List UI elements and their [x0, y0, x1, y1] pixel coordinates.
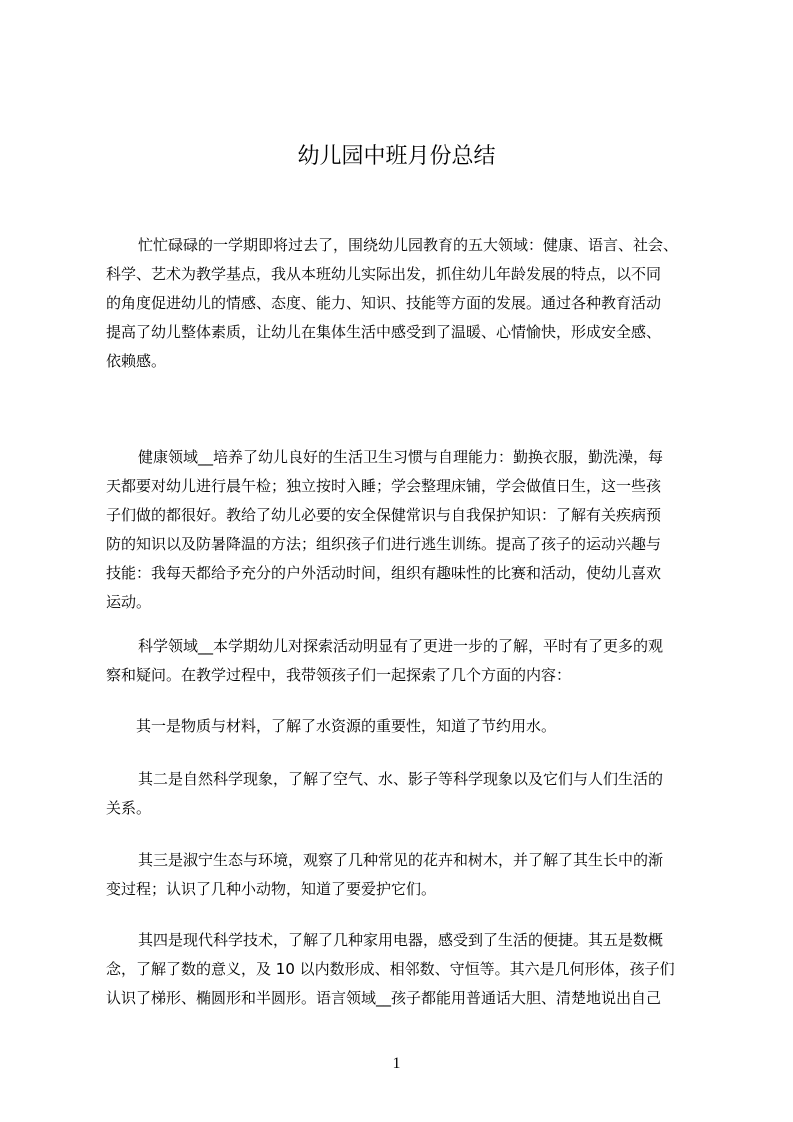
text-line: 察和疑问。在教学过程中，我带领孩子们一起探索了几个方面的内容： [106, 666, 572, 684]
text-line: 忙忙碌碌的一学期即将过去了，围绕幼儿园教育的五大领域：健康、语言、社会、 [138, 236, 679, 254]
text-line: 变过程；认识了几种小动物，知道了要爱护它们。 [106, 880, 437, 898]
text-line: 依赖感。 [106, 352, 167, 370]
text-line: 的角度促进幼儿的情感、态度、能力、知识、技能等方面的发展。通过各种教育活动 [106, 294, 662, 312]
text-line: 念，了解了数的意义，及 10 以内数形成、相邻数、守恒等。其六是几何形体，孩子们 [106, 960, 675, 978]
text-line: 健康领域__培养了幼儿良好的生活卫生习惯与自理能力：勤换衣服，勤洗澡，每 [138, 448, 664, 466]
text-line: 其四是现代科学技术，了解了几种家用电器，感受到了生活的便捷。其五是数概 [138, 931, 664, 949]
text-line: 天都要对幼儿进行晨午检；独立按时入睡；学会整理床铺，学会做值日生，这一些孩 [106, 477, 662, 495]
text-line: 其一是物质与材料，了解了水资源的重要性，知道了节约用水。 [136, 717, 557, 735]
text-line: 防的知识以及防暑降温的方法；组织孩子们进行逃生训练。提高了孩子的运动兴趣与 [106, 535, 662, 553]
text-line: 关系。 [106, 799, 152, 817]
text-line: 其三是淑宁生态与环境，观察了几种常见的花卉和树木，并了解了其生长中的渐 [138, 851, 664, 869]
text-line: 运动。 [106, 593, 152, 611]
text-line: 科学、艺术为教学基点，我从本班幼儿实际出发，抓住幼儿年龄发展的特点，以不同 [106, 265, 662, 283]
page-number: 1 [392, 1055, 401, 1072]
document-title: 幼儿园中班月份总结 [297, 144, 496, 169]
text-line: 技能：我每天都给予充分的户外活动时间，组织有趣味性的比赛和活动，使幼儿喜欢 [106, 564, 662, 582]
text-line: 其二是自然科学现象，了解了空气、水、影子等科学现象以及它们与人们生活的 [138, 770, 664, 788]
text-line: 子们做的都很好。教给了幼儿必要的安全保健常识与自我保护知识：了解有关疾病预 [106, 506, 662, 524]
text-line: 提高了幼儿整体素质，让幼儿在集体生活中感受到了温暖、心情愉快，形成安全感、 [106, 323, 662, 341]
text-line: 认识了梯形、椭圆形和半圆形。语言领域__孩子都能用普通话大胆、清楚地说出自己 [106, 989, 662, 1007]
text-line: 科学领域__本学期幼儿对探索活动明显有了更进一步的了解，平时有了更多的观 [138, 637, 664, 655]
